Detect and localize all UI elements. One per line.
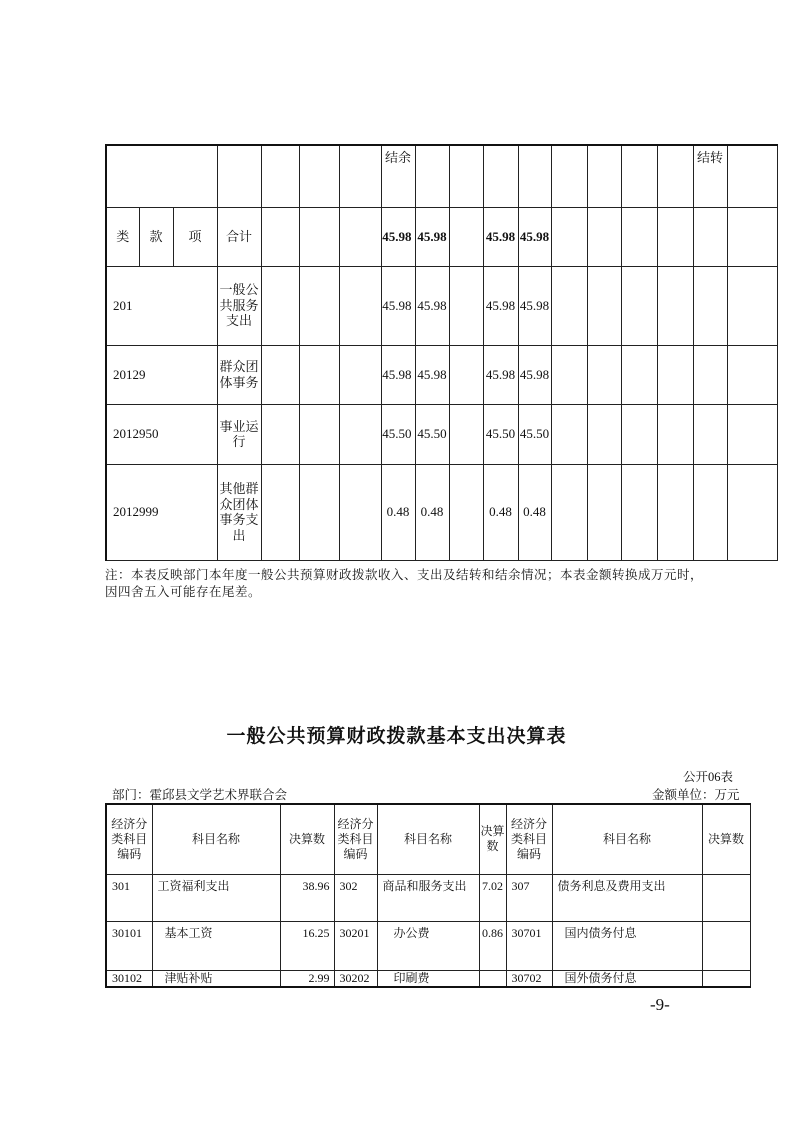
row-name: 印刷费 (377, 970, 479, 987)
row-code: 302 (334, 874, 377, 921)
row-code: 2012950 (106, 404, 217, 464)
row-code: 30201 (334, 921, 377, 970)
row-amount (479, 970, 506, 987)
total-value: 45.98 (483, 207, 518, 266)
row-name: 一般公共服务支出 (217, 266, 261, 345)
row-code: 30202 (334, 970, 377, 987)
table-row (106, 464, 777, 560)
row-name: 国内债务付息 (552, 921, 702, 970)
table-row (106, 404, 777, 464)
row-name: 事业运行 (217, 404, 261, 464)
header-row-top (106, 145, 777, 207)
row-value: 0.48 (518, 464, 551, 560)
row-value: 0.48 (415, 464, 449, 560)
row-value: 45.98 (381, 345, 415, 404)
row-code: 30102 (106, 970, 152, 987)
header-jiezhuan: 结转 (693, 145, 727, 207)
page-number: -9- (650, 995, 670, 1014)
header-amount: 决算数 (280, 804, 334, 874)
row-value: 45.98 (518, 345, 551, 404)
header-jieyu: 结余 (381, 145, 415, 207)
fiscal-allocation-table (105, 144, 778, 561)
header-name: 科目名称 (552, 804, 702, 874)
row-code: 20129 (106, 345, 217, 404)
row-code: 2012999 (106, 464, 217, 560)
header-row (106, 804, 750, 874)
header-heji: 合计 (217, 207, 261, 266)
table-row (106, 874, 750, 921)
row-value: 45.98 (415, 345, 449, 404)
header-code: 经济分类科目编码 (106, 804, 152, 874)
form-number: 公开06表 (683, 770, 734, 784)
row-code: 301 (106, 874, 152, 921)
row-value: 45.98 (415, 266, 449, 345)
page-title: 一般公共预算财政拨款基本支出决算表 (226, 725, 567, 747)
total-value: 45.98 (415, 207, 449, 266)
row-value: 0.48 (483, 464, 518, 560)
header-amount: 决算数 (702, 804, 750, 874)
row-name: 债务利息及费用支出 (552, 874, 702, 921)
total-value: 45.98 (381, 207, 415, 266)
row-value: 45.98 (483, 345, 518, 404)
row-name: 其他群众团体事务支出 (217, 464, 261, 560)
row-name: 基本工资 (152, 921, 280, 970)
row-value: 45.98 (483, 266, 518, 345)
header-code: 经济分类科目编码 (506, 804, 552, 874)
row-value: 45.98 (381, 266, 415, 345)
row-value: 45.50 (518, 404, 551, 464)
row-name: 群众团体事务 (217, 345, 261, 404)
table-note: 注：本表反映部门本年度一般公共预算财政拨款收入、支出及结转和结余情况；本表金额转换成万元时，因四舍五入可能存在尾差。 (105, 568, 704, 599)
table-row (106, 970, 750, 987)
table-row (106, 921, 750, 970)
total-value: 45.98 (518, 207, 551, 266)
header-lei: 类 (106, 207, 139, 266)
header-code: 经济分类科目编码 (334, 804, 377, 874)
row-name: 国外债务付息 (552, 970, 702, 987)
row-amount (702, 921, 750, 970)
row-value: 45.50 (415, 404, 449, 464)
row-code: 307 (506, 874, 552, 921)
total-row (106, 207, 777, 266)
row-amount (702, 970, 750, 987)
row-amount: 38.96 (280, 874, 334, 921)
row-name: 办公费 (377, 921, 479, 970)
row-code: 30701 (506, 921, 552, 970)
row-amount: 16.25 (280, 921, 334, 970)
row-code: 201 (106, 266, 217, 345)
row-amount: 0.86 (479, 921, 506, 970)
unit-label: 金额单位：万元 (652, 788, 740, 802)
row-name: 工资福利支出 (152, 874, 280, 921)
header-amount: 决算数 (479, 804, 506, 874)
row-value: 45.98 (518, 266, 551, 345)
row-code: 30702 (506, 970, 552, 987)
row-value: 45.50 (381, 404, 415, 464)
header-xiang: 项 (173, 207, 217, 266)
basic-expenditure-table (105, 803, 751, 988)
row-value: 0.48 (381, 464, 415, 560)
row-amount: 7.02 (479, 874, 506, 921)
header-kuan: 款 (139, 207, 173, 266)
row-code: 30101 (106, 921, 152, 970)
row-value: 45.50 (483, 404, 518, 464)
row-amount (702, 874, 750, 921)
department-label: 部门：霍邱县文学艺术界联合会 (112, 788, 288, 802)
table-row (106, 345, 777, 404)
header-name: 科目名称 (377, 804, 479, 874)
row-amount: 2.99 (280, 970, 334, 987)
row-name: 商品和服务支出 (377, 874, 479, 921)
header-name: 科目名称 (152, 804, 280, 874)
row-name: 津贴补贴 (152, 970, 280, 987)
table-row (106, 266, 777, 345)
